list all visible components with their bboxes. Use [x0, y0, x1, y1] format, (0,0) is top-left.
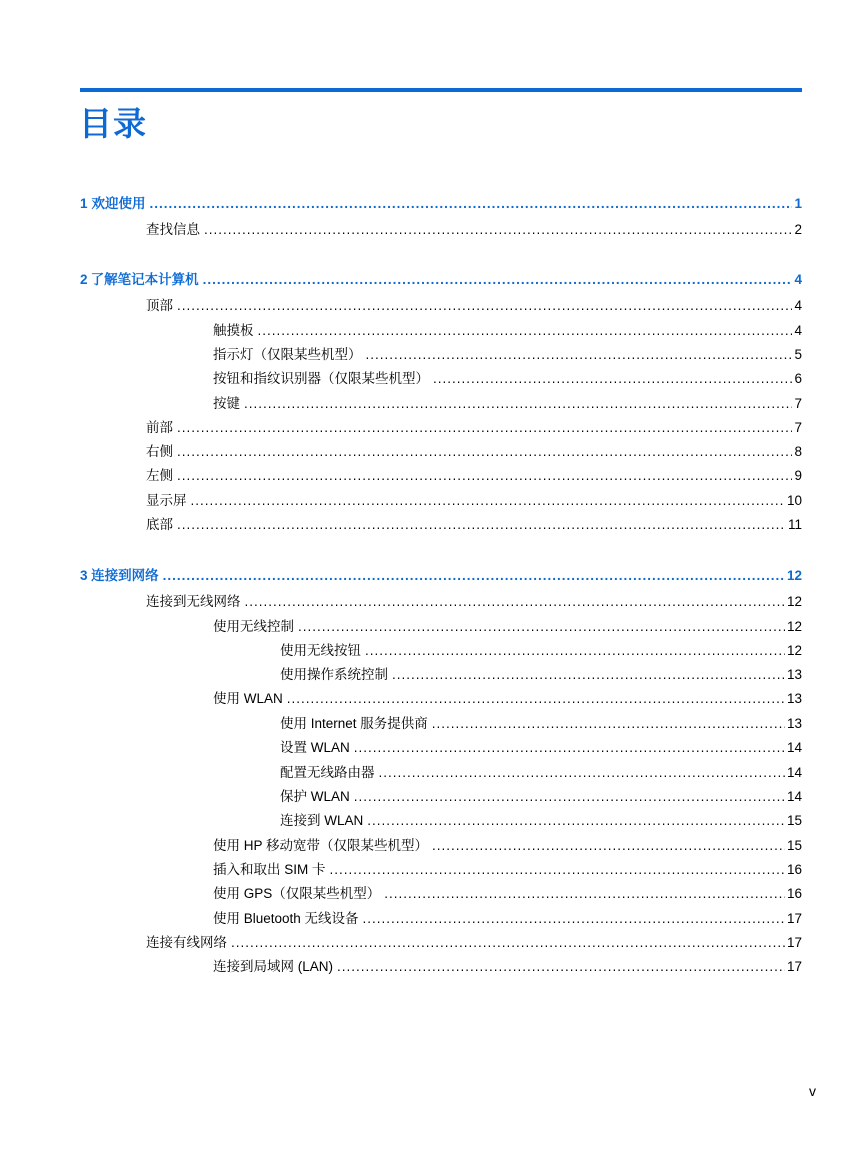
page-number: 13 [786, 716, 802, 731]
entry-title: 左侧 [146, 468, 173, 483]
toc-entry-left-side[interactable] [146, 467, 802, 485]
page-number: 2 [794, 222, 802, 237]
entry-title: 配置无线路由器 [280, 765, 375, 780]
toc-entry-wireless-button[interactable] [280, 642, 802, 660]
toc-chapter-3[interactable] [80, 567, 802, 585]
dot-leader [367, 812, 785, 830]
entry-title: 使用 HP 移动宽带（仅限某些机型） [213, 838, 429, 853]
page-number: 16 [786, 862, 802, 877]
dot-leader [432, 715, 785, 733]
toc-entry-connect-wlan[interactable] [280, 812, 802, 830]
dot-leader [354, 739, 785, 757]
dot-leader [258, 322, 793, 340]
chapter-title: 了解笔记本计算机 [90, 272, 199, 287]
page-number: 4 [794, 323, 802, 338]
dot-leader [379, 764, 785, 782]
entry-title: 指示灯（仅限某些机型） [213, 347, 362, 362]
toc-entry-gps[interactable] [213, 885, 802, 903]
toc-entry-touchpad[interactable] [213, 322, 802, 340]
dot-leader [177, 297, 792, 315]
dot-leader [203, 271, 792, 289]
toc-entry-bluetooth[interactable] [213, 910, 802, 928]
dot-leader [363, 910, 785, 928]
dot-leader [384, 885, 785, 903]
dot-leader [163, 567, 785, 585]
chapter-title: 欢迎使用 [91, 196, 146, 211]
page-number: 17 [786, 959, 802, 974]
toc-entry-os-controls[interactable] [280, 666, 802, 684]
toc-entry-wireless-network[interactable] [146, 593, 802, 611]
dot-leader [330, 861, 785, 879]
page-title: 目录 [79, 105, 147, 142]
page-number: 12 [786, 594, 802, 609]
page-number: 13 [786, 691, 802, 706]
toc-entry-keys[interactable] [213, 395, 802, 413]
page-number: 11 [787, 517, 802, 532]
page-number: 4 [794, 298, 802, 313]
dot-leader [177, 467, 792, 485]
dot-leader [298, 618, 785, 636]
dot-leader [191, 492, 785, 510]
toc-entry-isp[interactable] [280, 715, 802, 733]
entry-title: 使用无线控制 [213, 619, 294, 634]
toc-entry-bottom[interactable] [146, 516, 802, 534]
page-number: 12 [786, 643, 802, 658]
toc-chapter-1[interactable] [80, 195, 802, 213]
entry-title: 使用 GPS（仅限某些机型） [213, 886, 381, 901]
entry-title: 右侧 [146, 444, 173, 459]
entry-title: 前部 [146, 420, 173, 435]
page-number: 4 [794, 272, 802, 287]
toc-entry-wired-network[interactable] [146, 934, 802, 952]
toc-entry-display[interactable] [146, 492, 802, 510]
page-number: 8 [794, 444, 802, 459]
dot-leader [365, 642, 785, 660]
entry-title: 使用操作系统控制 [280, 667, 388, 682]
entry-title: 触摸板 [213, 323, 254, 338]
entry-title: 使用 WLAN [213, 691, 283, 706]
toc-entry-find-info[interactable] [146, 221, 802, 239]
toc-entry-hp-mobile-broadband[interactable] [213, 837, 802, 855]
page-number: 9 [794, 468, 802, 483]
dot-leader [245, 593, 785, 611]
page-number: 15 [786, 813, 802, 828]
entry-title: 保护 WLAN [280, 789, 350, 804]
page-number: 13 [786, 667, 802, 682]
dot-leader [392, 666, 785, 684]
page-number: 15 [786, 838, 802, 853]
toc-entry-lights[interactable] [213, 346, 802, 364]
page-footer-number: v [809, 1083, 816, 1099]
page-number: 7 [794, 396, 802, 411]
page-number: 12 [786, 619, 802, 634]
entry-title: 连接到无线网络 [146, 594, 241, 609]
page-number: 14 [786, 789, 802, 804]
dot-leader [177, 516, 786, 534]
entry-title: 按键 [213, 396, 240, 411]
entry-title: 连接到 WLAN [280, 813, 364, 828]
page-number: 6 [794, 371, 802, 386]
page-number: 14 [786, 740, 802, 755]
dot-leader [177, 419, 792, 437]
dot-leader [354, 788, 785, 806]
entry-title: 底部 [146, 517, 173, 532]
entry-title: 查找信息 [146, 222, 200, 237]
page-number: 17 [786, 935, 802, 950]
entry-title: 使用 Bluetooth 无线设备 [213, 911, 359, 926]
dot-leader [433, 370, 792, 388]
entry-title: 连接有线网络 [146, 935, 227, 950]
toc-entry-lan[interactable] [213, 958, 802, 976]
toc-entry-setup-wlan[interactable] [280, 739, 802, 757]
entry-title: 使用无线按钮 [280, 643, 361, 658]
toc-entry-protect-wlan[interactable] [280, 788, 802, 806]
page-number: 12 [786, 568, 802, 583]
page-number: 16 [786, 886, 802, 901]
toc-entry-front[interactable] [146, 419, 802, 437]
toc-entry-buttons-fingerprint[interactable] [213, 370, 802, 388]
chapter-title: 连接到网络 [91, 568, 159, 583]
entry-title: 连接到局域网 (LAN) [213, 959, 334, 974]
entry-title: 使用 Internet 服务提供商 [280, 716, 428, 731]
page-number: 1 [794, 196, 802, 211]
dot-leader [150, 195, 792, 213]
entry-title: 插入和取出 SIM 卡 [213, 862, 326, 877]
dot-leader [231, 934, 785, 952]
top-rule [80, 88, 802, 92]
toc-entry-top[interactable] [146, 297, 802, 315]
entry-title: 设置 WLAN [280, 740, 350, 755]
toc-chapter-2[interactable] [80, 271, 802, 289]
dot-leader [244, 395, 792, 413]
toc-entry-use-wlan[interactable] [213, 690, 802, 708]
dot-leader [366, 346, 793, 364]
toc-entry-sim-card[interactable] [213, 861, 802, 879]
dot-leader [337, 958, 785, 976]
entry-title: 按钮和指纹识别器（仅限某些机型） [213, 371, 429, 386]
page-number: 5 [794, 347, 802, 362]
chapter-number: 3 [80, 568, 88, 583]
entry-title: 顶部 [146, 298, 173, 313]
dot-leader [177, 443, 792, 461]
chapter-number: 2 [80, 272, 88, 287]
dot-leader [204, 221, 792, 239]
chapter-number: 1 [80, 196, 88, 211]
page-number: 7 [794, 420, 802, 435]
toc-entry-configure-router[interactable] [280, 764, 802, 782]
toc-entry-wireless-controls[interactable] [213, 618, 802, 636]
page-number: 10 [786, 493, 802, 508]
page-number: 14 [786, 765, 802, 780]
toc-entry-right-side[interactable] [146, 443, 802, 461]
dot-leader [287, 690, 785, 708]
page-number: 17 [786, 911, 802, 926]
entry-title: 显示屏 [146, 493, 187, 508]
dot-leader [432, 837, 785, 855]
